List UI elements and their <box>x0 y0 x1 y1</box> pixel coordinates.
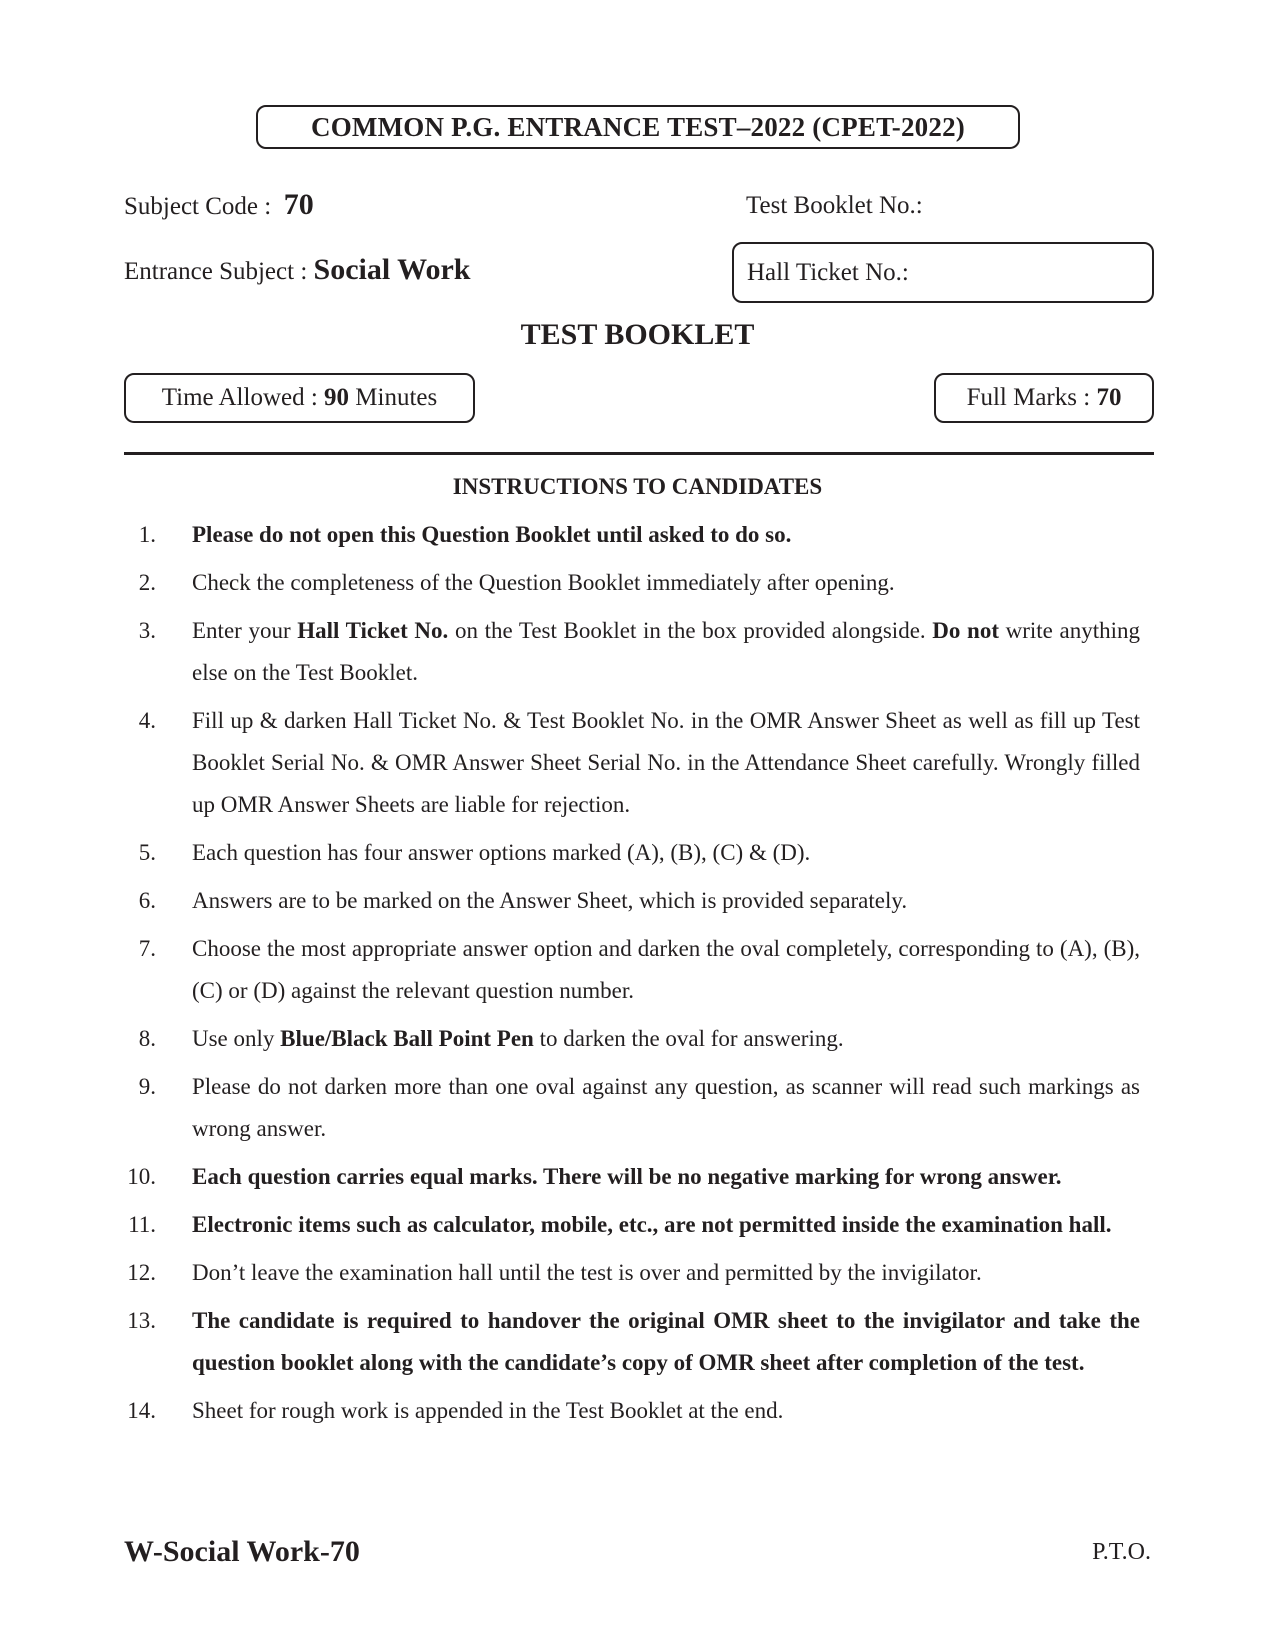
instruction-item <box>124 610 1140 694</box>
divider <box>124 452 1154 455</box>
instructions-heading: INSTRUCTIONS TO CANDIDATES <box>452 474 823 499</box>
footer-pto: P.T.O. <box>1092 1539 1151 1565</box>
instruction-item <box>124 832 1140 874</box>
full-marks-value: 70 <box>1096 384 1122 411</box>
full-marks <box>934 373 1154 423</box>
instruction-bold-segment: Hall Ticket No. <box>297 618 449 643</box>
instruction-item <box>124 1018 1140 1060</box>
instruction-segment: Check the completeness of the Question Booklet immediately after opening. <box>192 570 895 595</box>
instruction-segment: Enter your <box>192 618 298 643</box>
instruction-item <box>124 1252 1140 1294</box>
subject-code-value: 70 <box>283 188 314 221</box>
instruction-segment: Each question has four answer options marked (A), (B), (C) & (D). <box>192 840 811 865</box>
instruction-item <box>124 562 1140 604</box>
instruction-number: 1. <box>138 522 156 547</box>
subject-code-label: Subject Code : <box>124 193 272 220</box>
instruction-bold-segment: The candidate is required to handover the original OMR sheet to the invigilator and take the question booklet along with the candidate’s copy of OMR sheet after completion of the test. <box>192 1308 1140 1375</box>
instruction-number: 9. <box>138 1074 156 1099</box>
instruction-number: 4. <box>138 708 156 733</box>
instruction-segment: write anything else on the Test Booklet. <box>192 618 1141 685</box>
booklet-title: TEST BOOKLET <box>520 318 755 351</box>
instruction-segment: Don’t leave the examination hall until the test is over and permitted by the invigilator. <box>192 1260 982 1285</box>
instruction-segment: Fill up & darken Hall Ticket No. & Test Booklet No. in the OMR Answer Sheet as well as fill up Test Booklet Serial No. & OMR Answer Sheet Serial No. in the Attendance Sheet carefully. Wrongly filled up OMR Answer Sheets are liable for rejection. <box>192 708 1140 817</box>
time-allowed <box>124 373 475 423</box>
instruction-text <box>192 832 1140 874</box>
instruction-item <box>124 880 1140 922</box>
instruction-number: 8. <box>138 1026 156 1051</box>
instruction-bold-segment: Please do not open this Question Booklet until asked to do so. <box>192 522 792 547</box>
instruction-text <box>192 1204 1140 1246</box>
instruction-number: 14. <box>127 1398 156 1423</box>
instruction-number: 5. <box>138 840 156 865</box>
exam-title: COMMON P.G. ENTRANCE TEST–2022 (CPET-2022) <box>256 105 1020 149</box>
instruction-bold-segment: Do not <box>932 618 999 643</box>
instruction-segment: Choose the most appropriate answer option and darken the oval completely, corresponding to (A), (B), (C) or (D) against the relevant question number. <box>192 936 1140 1003</box>
instruction-item <box>124 514 1140 556</box>
test-booklet-no-label: Test Booklet No.: <box>746 192 923 219</box>
instruction-segment: Answers are to be marked on the Answer Sheet, which is provided separately. <box>192 888 908 913</box>
instruction-text <box>192 700 1140 826</box>
instruction-text <box>192 928 1140 1012</box>
entrance-subject-value: Social Work <box>313 253 471 286</box>
instruction-text <box>192 1390 1140 1432</box>
instruction-item <box>124 700 1140 826</box>
full-marks-label: Full Marks : <box>966 384 1091 411</box>
instruction-text <box>192 562 1140 604</box>
instruction-text <box>192 1066 1140 1150</box>
hall-ticket-box[interactable] <box>732 242 1154 303</box>
entrance-subject <box>124 253 471 287</box>
instruction-text <box>192 1156 1140 1198</box>
instruction-item <box>124 1156 1140 1198</box>
instruction-bold-segment: Each question carries equal marks. There will be no negative marking for wrong answer. <box>192 1164 1062 1189</box>
subject-code <box>124 188 314 222</box>
instruction-segment: Please do not darken more than one oval against any question, as scanner will read such markings as wrong answer. <box>192 1074 1140 1141</box>
instruction-text <box>192 1018 1140 1060</box>
instruction-text <box>192 880 1140 922</box>
instruction-item <box>124 1066 1140 1150</box>
instructions-list <box>124 514 1140 1438</box>
instruction-number: 10. <box>127 1164 156 1189</box>
instruction-number: 6. <box>138 888 156 913</box>
instruction-number: 2. <box>138 570 156 595</box>
instruction-segment: Use only <box>192 1026 281 1051</box>
instruction-bold-segment: Blue/Black Ball Point Pen <box>280 1026 534 1051</box>
hall-ticket-no-label: Hall Ticket No.: <box>747 258 909 286</box>
instruction-item <box>124 1300 1140 1384</box>
instruction-text <box>192 514 1140 556</box>
time-allowed-unit: Minutes <box>355 384 438 411</box>
time-allowed-label: Time Allowed : <box>161 384 318 411</box>
instruction-item <box>124 928 1140 1012</box>
instruction-segment: Sheet for rough work is appended in the Test Booklet at the end. <box>192 1398 784 1423</box>
instruction-segment: to darken the oval for answering. <box>533 1026 844 1051</box>
instruction-segment: on the Test Booklet in the box provided alongside. <box>448 618 933 643</box>
instruction-text <box>192 1300 1140 1384</box>
test-booklet-no <box>746 192 923 220</box>
instruction-text <box>192 610 1140 694</box>
instruction-item <box>124 1204 1140 1246</box>
instruction-number: 7. <box>138 936 156 961</box>
footer-code: W-Social Work-70 <box>124 1535 360 1568</box>
instruction-item <box>124 1390 1140 1432</box>
entrance-subject-label: Entrance Subject : <box>124 258 308 285</box>
instruction-number: 13. <box>127 1308 156 1333</box>
instruction-number: 12. <box>127 1260 156 1285</box>
instruction-text <box>192 1252 1140 1294</box>
time-allowed-value: 90 <box>324 384 350 411</box>
instruction-number: 3. <box>138 618 156 643</box>
instruction-number: 11. <box>128 1212 156 1237</box>
instruction-bold-segment: Electronic items such as calculator, mobile, etc., are not permitted inside the examination hall. <box>192 1212 1112 1237</box>
